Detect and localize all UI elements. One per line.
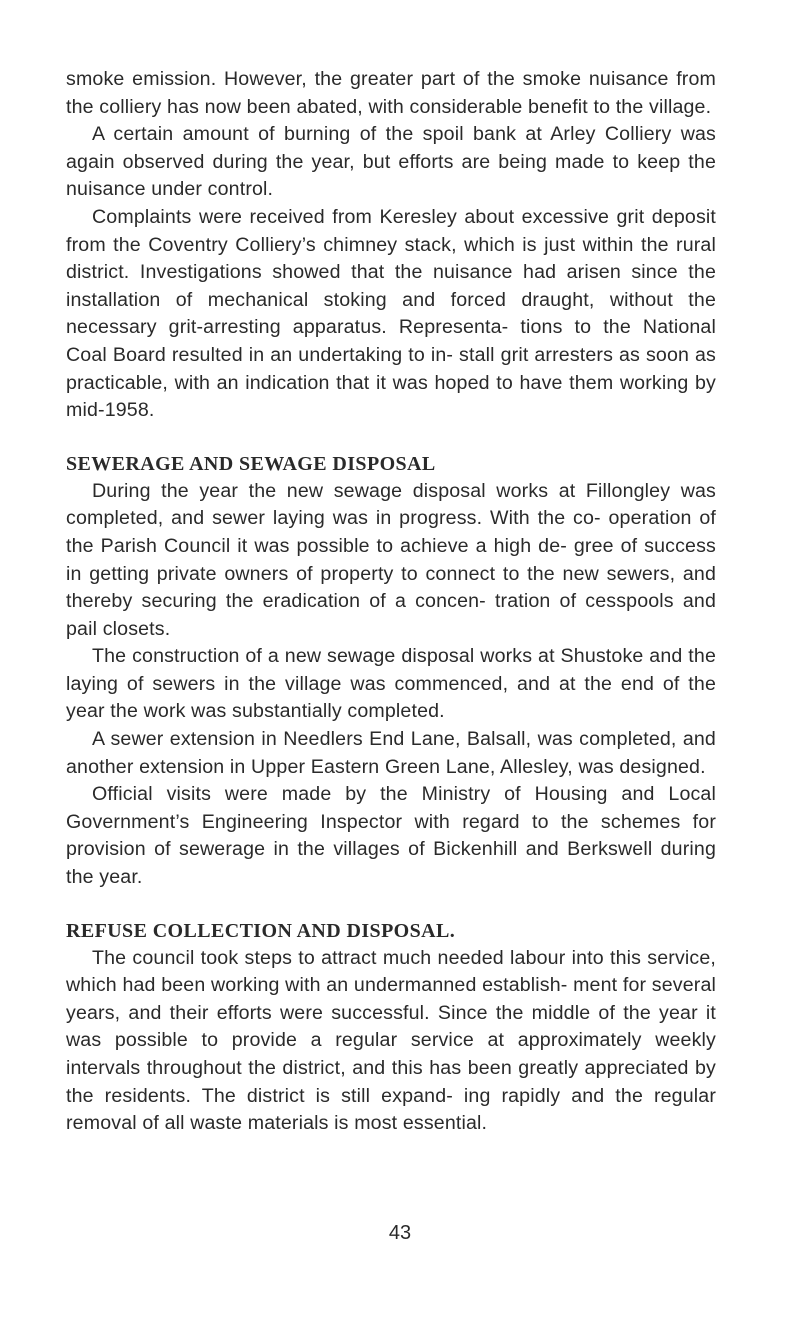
paragraph-keresley-complaints: Complaints were received from Keresley about excessive grit deposit from the Coventry Colliery’s chimney stack, which is just within the rural district. Investigations showed that the nuisance had arisen since the installation of mechanical stoking and forced draught, without the necessary grit-arresting apparatus. Representa- tions to the National Coal Board resulted in an undertaking to in- stall grit arresters as soon as practicable, with an indication that it was hoped to have them working by mid-1958. xyxy=(66,205,716,422)
paragraph-arley-colliery: A certain amount of burning of the spoil bank at Arley Colliery was again observed during the year, but efforts are being made to keep the nuisance under control. xyxy=(66,123,716,201)
paragraph-sewer-extension: A sewer extension in Needlers End Lane, Balsall, was completed, and another extension in Upper Eastern Green Lane, Allesley, was designed. xyxy=(66,728,716,778)
section-sewerage xyxy=(66,451,716,892)
document-page xyxy=(66,66,716,1138)
page-number: 43 xyxy=(388,1222,412,1244)
section-refuse xyxy=(66,918,716,1138)
paragraph-smoke-continuation: smoke emission. However, the greater part of the smoke nuisance from the colliery has now been abated, with considerable benefit to the village. xyxy=(66,68,716,118)
paragraph-fillongley: During the year the new sewage disposal works at Fillongley was completed, and sewer laying was in progress. With the co- operation of the Parish Council it was possible to achieve a high de- gree of success in getting private owners of property to connect to the new sewers, and thereby securing the eradication of a concen- tration of cesspools and pail closets. xyxy=(66,479,716,640)
paragraph-shustoke: The construction of a new sewage disposal works at Shustoke and the laying of sewers in the village was commenced, and at the end of the year the work was substantially completed. xyxy=(66,645,716,723)
paragraph-ministry-visits: Official visits were made by the Ministry of Housing and Local Government’s Engineering Inspector with regard to the schemes for provision of sewerage in the villages of Bickenhill and Berkswell during the year. xyxy=(66,783,716,889)
section-heading-sewerage: SEWERAGE AND SEWAGE DISPOSAL xyxy=(66,452,436,475)
section-heading-refuse: REFUSE COLLECTION AND DISPOSAL. xyxy=(66,919,456,942)
paragraph-refuse-service: The council took steps to attract much needed labour into this service, which had been working with an undermanned establish- ment for several years, and their efforts were successful. Since the middle of the year it was possible to provide a regular service at approximately weekly intervals throughout the district, and this has been greatly appreciated by the residents. The district is still expand- ing rapidly and the regular removal of all waste materials is most essential. xyxy=(66,946,716,1135)
